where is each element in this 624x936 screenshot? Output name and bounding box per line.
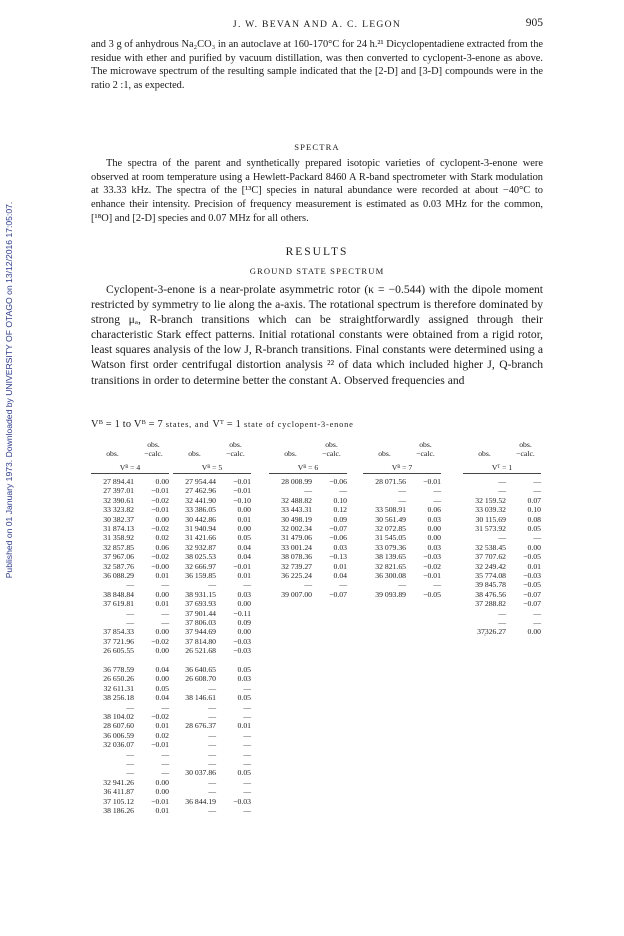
table-cell-diff: — xyxy=(161,702,169,712)
table-cell-diff: −0.01 xyxy=(233,561,251,571)
table-cell-diff: 0.05 xyxy=(155,683,169,693)
table-cell-diff: 0.05 xyxy=(237,665,251,674)
table-cell-diff: 0.00 xyxy=(237,599,251,609)
table-cell-diff: −0.05 xyxy=(523,552,541,562)
table-cell-obs: — xyxy=(498,486,506,496)
table-cell-diff: −0.03 xyxy=(233,636,251,646)
group-rule xyxy=(269,473,347,474)
table-cell-obs: — xyxy=(398,495,406,505)
table-cell-obs: 31 545.05 xyxy=(375,533,406,543)
table-cell-diff: −0.02 xyxy=(151,712,169,721)
column-header-diff-top: obs. xyxy=(419,440,432,449)
table-cell-diff: 0.01 xyxy=(155,721,169,731)
table-cell-diff: 0.00 xyxy=(237,627,251,637)
table-cell-obs: 37 105.12 xyxy=(103,796,134,806)
table-cell-diff: −0.06 xyxy=(329,533,347,543)
table-cell-diff: — xyxy=(433,486,441,496)
group-label: Vᴮ = 7 xyxy=(391,463,413,472)
table-cell-diff: −0.01 xyxy=(151,486,169,496)
download-watermark: Published on 01 January 1973. Downloaded by UNIVERSITY OF OTAGO on 13/12/2016 17:05:07. xyxy=(4,201,14,579)
table-cell-obs: 28 008.99 xyxy=(281,477,312,486)
table-cell-diff: 0.01 xyxy=(237,514,251,524)
group-rule xyxy=(91,473,169,474)
table-cell-obs: — xyxy=(126,608,134,618)
table-cell-diff: −0.03 xyxy=(523,571,541,580)
group-label: Vᴮ = 4 xyxy=(119,463,141,472)
table-cell-obs: 39 093.89 xyxy=(375,589,406,599)
table-cell-diff: 0.00 xyxy=(237,524,251,533)
paragraph-ground-state: Cyclopent-3-enone is a near-prolate asymmetric rotor (κ = −0.544) with the dipole moment restricted by symmetry to lie along the a-axis. The rotational spectrum is therefore dominated by strong μₐ, R-branch transitions which can be straightforwardly assigned through their characteristic Stark effect patterns. Initial rotational constants were obtained from a rigid rotor, least squares analysis of the low J, R-branch transitions. Final constants were determined using a Watson first order centrifugal distortion analysis ²² of data which included higher J, Q-branch transitions in order to determine better the constant A. Observed frequencies and xyxy=(91,283,543,387)
table-cell-obs: 32 538.45 xyxy=(475,542,506,552)
frequency-table xyxy=(91,440,543,910)
table-cell-diff: 0.08 xyxy=(527,514,541,524)
table-cell-diff: −0.05 xyxy=(423,589,441,599)
table-cell-diff: −0.01 xyxy=(151,740,169,750)
table-cell-obs: 32 821.65 xyxy=(375,561,406,571)
table-cell-obs: 37 721.96 xyxy=(103,636,134,646)
table-cell-diff: 0.06 xyxy=(427,505,441,515)
table-cell-obs: — xyxy=(398,486,406,496)
table-cell-obs: — xyxy=(398,580,406,590)
table-cell-obs: 31 421.66 xyxy=(185,533,216,543)
table-cell-obs: 35 774.08 xyxy=(475,571,506,580)
group-rule xyxy=(173,473,251,474)
table-cell-obs: — xyxy=(208,712,216,721)
column-header-diff-bottom: −calc. xyxy=(144,449,163,458)
table-cell-obs: 27 894.41 xyxy=(103,477,134,486)
table-cell-diff: — xyxy=(161,608,169,618)
group-rule xyxy=(463,473,541,474)
table-cell-diff: 0.01 xyxy=(237,721,251,731)
table-cell-obs: 36 225.24 xyxy=(281,571,312,580)
table-cell-diff: 0.09 xyxy=(237,618,251,627)
table-cell-diff: — xyxy=(433,580,441,590)
table-cell-diff: 0.03 xyxy=(427,542,441,552)
table-cell-diff: 0.03 xyxy=(237,674,251,684)
caption-states: states, and xyxy=(162,420,213,429)
table-cell-obs: 32 159.52 xyxy=(475,495,506,505)
table-cell-diff: 0.00 xyxy=(427,533,441,543)
table-cell-obs: 38 139.65 xyxy=(375,552,406,562)
heading-results: RESULTS xyxy=(285,246,349,258)
table-cell-diff: — xyxy=(243,806,251,815)
table-cell-diff: −0.01 xyxy=(233,477,251,486)
table-cell-obs: — xyxy=(126,580,134,590)
table-cell-diff: 0.00 xyxy=(527,627,541,637)
table-cell-obs: 33 508.91 xyxy=(375,505,406,515)
table-cell-obs: — xyxy=(208,683,216,693)
column-header-diff-top: obs. xyxy=(519,440,532,449)
table-cell-obs: 30 037.86 xyxy=(185,768,216,778)
table-cell-obs: 33 039.32 xyxy=(475,505,506,515)
table-cell-diff: 0.00 xyxy=(155,627,169,637)
table-cell-obs: 28 071.56 xyxy=(375,477,406,486)
table-cell-diff: — xyxy=(161,759,169,768)
table-cell-obs: 27 397.01 xyxy=(103,486,134,496)
table-cell-diff: −0.02 xyxy=(151,524,169,533)
table-cell-diff: −0.01 xyxy=(151,796,169,806)
table-cell-diff: 0.03 xyxy=(333,542,347,552)
table-cell-diff: — xyxy=(161,618,169,627)
table-cell-diff: — xyxy=(533,618,541,627)
header-authors: J. W. BEVAN AND A. C. LEGON xyxy=(232,19,402,30)
table-cell-diff: 0.04 xyxy=(333,571,347,580)
table-cell-diff: 0.04 xyxy=(237,552,251,562)
table-cell-diff: — xyxy=(243,580,251,590)
table-cell-diff: — xyxy=(339,580,347,590)
table-cell-diff: −0.03 xyxy=(423,552,441,562)
table-cell-obs: 27 954.44 xyxy=(185,477,216,486)
table-cell-obs: — xyxy=(126,618,134,627)
table-cell-obs: 33 001.24 xyxy=(281,542,312,552)
table-cell-diff: −0.05 xyxy=(523,580,541,590)
table-cell-obs: 36 844.19 xyxy=(185,796,216,806)
table-cell-diff: 0.04 xyxy=(155,665,169,674)
running-header xyxy=(91,15,543,33)
table-cell-diff: −0.03 xyxy=(233,796,251,806)
table-cell-obs: 37 707.62 xyxy=(475,552,506,562)
table-cell-diff: 0.01 xyxy=(527,561,541,571)
table-cell-obs: 33 386.05 xyxy=(185,505,216,515)
table-cell-obs: 32 941.26 xyxy=(103,777,134,787)
table-cell-diff: 0.00 xyxy=(155,777,169,787)
table-cell-obs: — xyxy=(208,702,216,712)
column-header-obs: obs. xyxy=(478,449,491,458)
caption-range: Vᴮ = 1 to Vᴮ = 7 xyxy=(91,419,163,430)
table-cell-diff: −0.01 xyxy=(423,477,441,486)
table-cell-diff: 0.04 xyxy=(237,542,251,552)
table-cell-diff: −0.13 xyxy=(329,552,347,562)
table-cell-obs: 32 036.07 xyxy=(103,740,134,750)
table-cell-obs: 32 441.90 xyxy=(185,495,216,505)
table-cell-obs: 31 573.92 xyxy=(475,524,506,533)
table-cell-obs: — xyxy=(208,730,216,740)
heading-ground-state: GROUND STATE SPECTRUM xyxy=(249,266,385,276)
table-cell-obs: 32 739.27 xyxy=(281,561,312,571)
table-cell-diff: — xyxy=(243,740,251,750)
table-cell-diff: −0.02 xyxy=(151,495,169,505)
table-cell-obs: 36 778.59 xyxy=(103,665,134,674)
table-cell-diff: 0.01 xyxy=(237,571,251,580)
column-header-obs: obs. xyxy=(284,449,297,458)
table-cell-obs: 30 442.86 xyxy=(185,514,216,524)
table-cell-diff: 0.01 xyxy=(155,571,169,580)
table-cell-obs: 37 619.81 xyxy=(103,599,134,609)
table-cell-obs: 32 666.97 xyxy=(185,561,216,571)
table-cell-obs: 37 967.06 xyxy=(103,552,134,562)
table-cell-obs: 37 806.03 xyxy=(185,618,216,627)
table-cell-diff: — xyxy=(533,477,541,486)
table-cell-obs: 37 944.69 xyxy=(185,627,216,637)
table-cell-obs: 32 072.85 xyxy=(375,524,406,533)
group-rule xyxy=(363,473,441,474)
table-cell-diff: — xyxy=(161,768,169,778)
column-header-diff-bottom: −calc. xyxy=(516,449,535,458)
table-cell-diff: −0.07 xyxy=(523,599,541,609)
table-cell-obs: 32 390.61 xyxy=(103,495,134,505)
table-cell-diff: 0.00 xyxy=(527,542,541,552)
table-cell-obs: — xyxy=(498,618,506,627)
table-cell-obs: 30 115.69 xyxy=(475,514,506,524)
table-cell-diff: — xyxy=(161,580,169,590)
table-cell-diff: −0.06 xyxy=(329,477,347,486)
table-cell-obs: 33 079.36 xyxy=(375,542,406,552)
table-cell-obs: 38 931.15 xyxy=(185,589,216,599)
table-cell-obs: — xyxy=(126,702,134,712)
table-cell-obs: 33 323.82 xyxy=(103,505,134,515)
table-cell-diff: 0.09 xyxy=(333,514,347,524)
table-cell-obs: 26 605.55 xyxy=(103,646,134,656)
table-cell-diff: — xyxy=(243,749,251,759)
table-cell-obs: 39 845.78 xyxy=(475,580,506,590)
table-cell-diff: −0.02 xyxy=(151,552,169,562)
group-label: Vᴮ = 5 xyxy=(201,463,223,472)
table-cell-obs: 31 358.92 xyxy=(103,533,134,543)
table-cell-obs: 38 146.61 xyxy=(185,693,216,703)
table-cell-diff: 0.00 xyxy=(237,505,251,515)
table-cell-obs: — xyxy=(498,533,506,543)
table-cell-obs: 36 088.29 xyxy=(103,571,134,580)
table-cell-diff: 0.00 xyxy=(155,674,169,684)
table-cell-diff: 0.00 xyxy=(155,477,169,486)
table-cell-obs: 32 002.34 xyxy=(281,524,312,533)
table-cell-obs: 31 940.94 xyxy=(185,524,216,533)
table-cell-diff: 0.00 xyxy=(155,646,169,656)
table-cell-diff: 0.05 xyxy=(237,768,251,778)
table-cell-obs: — xyxy=(208,580,216,590)
table-cell-diff: 0.01 xyxy=(155,599,169,609)
table-cell-obs: 38 476.56 xyxy=(475,589,506,599)
table-cell-obs: — xyxy=(126,749,134,759)
table-cell-obs: 31 479.06 xyxy=(281,533,312,543)
table-caption xyxy=(91,419,543,430)
column-header-obs: obs. xyxy=(106,449,119,458)
column-header-diff-bottom: −calc. xyxy=(226,449,245,458)
table-cell-obs: 38 104.02 xyxy=(103,712,134,721)
table-cell-diff: — xyxy=(243,702,251,712)
table-cell-diff: −0.01 xyxy=(233,486,251,496)
table-cell-obs: 32 488.82 xyxy=(281,495,312,505)
table-cell-obs: — xyxy=(126,759,134,768)
table-cell-diff: −0.07 xyxy=(329,524,347,533)
paragraph-synthesis: and 3 g of anhydrous Na₂CO₃ in an autoclave at 160-170°C for 24 h.²¹ Dicyclopentadiene extracted from the residue with ether and purified by vacuum distillation, was then converted to cyclopent-3-enone as above. The microwave spectrum of the resulting sample indicated that the [2-D] and [3-D] compounds were in the ratio 2 :1, as expected. xyxy=(91,39,543,92)
table-cell-obs: — xyxy=(208,749,216,759)
table-cell-diff: −0.03 xyxy=(233,646,251,656)
table-cell-diff: −0.01 xyxy=(423,571,441,580)
table-cell-diff: — xyxy=(243,777,251,787)
table-cell-obs: — xyxy=(208,806,216,815)
table-cell-obs: 38 078.36 xyxy=(281,552,312,562)
table-cell-obs: 36 300.08 xyxy=(375,571,406,580)
table-cell-obs: 37̦326.27 xyxy=(477,627,506,637)
table-cell-obs: — xyxy=(304,580,312,590)
table-cell-diff: 0.02 xyxy=(155,533,169,543)
column-header-obs: obs. xyxy=(188,449,201,458)
page-number: 905 xyxy=(525,17,543,29)
table-cell-diff: 0.06 xyxy=(155,542,169,552)
table-cell-obs: 38 256.18 xyxy=(103,693,134,703)
table-cell-obs: 27 462.96 xyxy=(185,486,216,496)
table-cell-diff: 0.10 xyxy=(527,505,541,515)
table-cell-obs: 36 006.59 xyxy=(103,730,134,740)
table-cell-diff: 0.05 xyxy=(527,524,541,533)
table-cell-diff: — xyxy=(339,486,347,496)
group-label: Vᵀ = 1 xyxy=(491,463,513,472)
table-cell-obs: 30 561.49 xyxy=(375,514,406,524)
table-cell-diff: — xyxy=(243,683,251,693)
heading-spectra: SPECTRA xyxy=(294,142,340,152)
table-cell-obs: 26 608.70 xyxy=(185,674,216,684)
column-header-diff-top: obs. xyxy=(147,440,160,449)
table-cell-diff: 0.00 xyxy=(427,524,441,533)
table-cell-obs: 28 607.60 xyxy=(103,721,134,731)
table-cell-diff: 0.05 xyxy=(237,693,251,703)
table-cell-diff: — xyxy=(243,712,251,721)
table-cell-diff: 0.05 xyxy=(237,533,251,543)
table-cell-obs: 26 650.26 xyxy=(103,674,134,684)
table-cell-obs: 37 693.93 xyxy=(185,599,216,609)
column-header-diff-top: obs. xyxy=(325,440,338,449)
table-cell-obs: — xyxy=(208,787,216,797)
table-cell-diff: −0.01 xyxy=(151,505,169,515)
table-cell-obs: — xyxy=(126,768,134,778)
caption-torsion: Vᵀ = 1 xyxy=(212,419,242,430)
table-cell-diff: — xyxy=(243,787,251,797)
table-cell-diff: −0.00 xyxy=(151,561,169,571)
column-header-obs: obs. xyxy=(378,449,391,458)
table-cell-obs: 30 498.19 xyxy=(281,514,312,524)
table-cell-diff: 0.00 xyxy=(155,514,169,524)
table-cell-obs: 32 611.31 xyxy=(103,683,134,693)
table-cell-obs: 38 186.26 xyxy=(103,806,134,815)
table-cell-obs: 37 288.82 xyxy=(475,599,506,609)
table-cell-obs: — xyxy=(498,477,506,486)
table-cell-obs: 37 901.44 xyxy=(185,608,216,618)
column-header-diff-bottom: −calc. xyxy=(416,449,435,458)
table-cell-obs: 26 521.68 xyxy=(185,646,216,656)
caption-species: state of cyclopent-3-enone xyxy=(241,420,354,429)
table-cell-diff: 0.00 xyxy=(155,589,169,599)
table-cell-obs: 37 814.80 xyxy=(185,636,216,646)
column-header-diff-top: obs. xyxy=(229,440,242,449)
table-cell-diff: — xyxy=(533,533,541,543)
table-cell-obs: 32 249.42 xyxy=(475,561,506,571)
table-cell-diff: −0.11 xyxy=(233,608,251,618)
table-cell-obs: 33 443.31 xyxy=(281,505,312,515)
table-cell-diff: 0.07 xyxy=(527,495,541,505)
table-cell-diff: −0.10 xyxy=(233,495,251,505)
table-cell-diff: 0.04 xyxy=(155,693,169,703)
table-cell-diff: — xyxy=(243,730,251,740)
table-cell-diff: — xyxy=(533,486,541,496)
table-cell-obs: — xyxy=(208,777,216,787)
table-cell-diff: — xyxy=(433,495,441,505)
table-cell-diff: 0.00 xyxy=(155,787,169,797)
table-cell-obs: 37 854.33 xyxy=(103,627,134,637)
table-cell-diff: 0.10 xyxy=(333,495,347,505)
table-cell-diff: 0.03 xyxy=(237,589,251,599)
column-header-diff-bottom: −calc. xyxy=(322,449,341,458)
table-cell-obs: — xyxy=(208,759,216,768)
table-cell-diff: — xyxy=(533,608,541,618)
table-cell-obs: 38 025.53 xyxy=(185,552,216,562)
table-cell-obs: 32 857.85 xyxy=(103,542,134,552)
table-cell-obs: 32 587.76 xyxy=(103,561,134,571)
table-cell-diff: 0.01 xyxy=(333,561,347,571)
table-cell-obs: — xyxy=(304,486,312,496)
table-cell-obs: 31 874.13 xyxy=(103,524,134,533)
table-cell-obs: 36 640.65 xyxy=(185,665,216,674)
table-cell-diff: 0.02 xyxy=(155,730,169,740)
table-cell-diff: −0.02 xyxy=(151,636,169,646)
table-cell-diff: — xyxy=(161,749,169,759)
table-cell-obs: — xyxy=(208,740,216,750)
paragraph-spectra: The spectra of the parent and synthetically prepared isotopic varieties of cyclopent-3-enone were observed at room temperature using a Hewlett-Packard 8460 A R-band spectrometer with Stark modulation at 33.33 kHz. The spectra of the [¹³C] species in natural abundance were recorded at about −40°C to enhance their intensity. Precision of frequency measurement is estimated as 0.03 MHz for the common, [¹⁸O] and [2-D] species and 0.07 MHz for all others. xyxy=(91,158,543,224)
table-cell-obs: — xyxy=(498,608,506,618)
table-cell-obs: 28 676.37 xyxy=(185,721,216,731)
table-cell-obs: 38 848.84 xyxy=(103,589,134,599)
table-cell-obs: 32 932.87 xyxy=(185,542,216,552)
table-cell-diff: — xyxy=(243,759,251,768)
group-label: Vᴮ = 6 xyxy=(297,463,319,472)
table-cell-obs: 36 159.85 xyxy=(185,571,216,580)
table-cell-obs: 30 382.37 xyxy=(103,514,134,524)
table-cell-diff: −0.07 xyxy=(329,589,347,599)
table-cell-diff: −0.02 xyxy=(423,561,441,571)
table-cell-obs: 39 007.00 xyxy=(281,589,312,599)
table-cell-diff: 0.03 xyxy=(427,514,441,524)
table-cell-diff: −0.07 xyxy=(523,589,541,599)
table-cell-diff: 0.01 xyxy=(155,806,169,815)
table-cell-obs: 36 411.87 xyxy=(103,787,134,797)
table-cell-diff: 0.12 xyxy=(333,505,347,515)
